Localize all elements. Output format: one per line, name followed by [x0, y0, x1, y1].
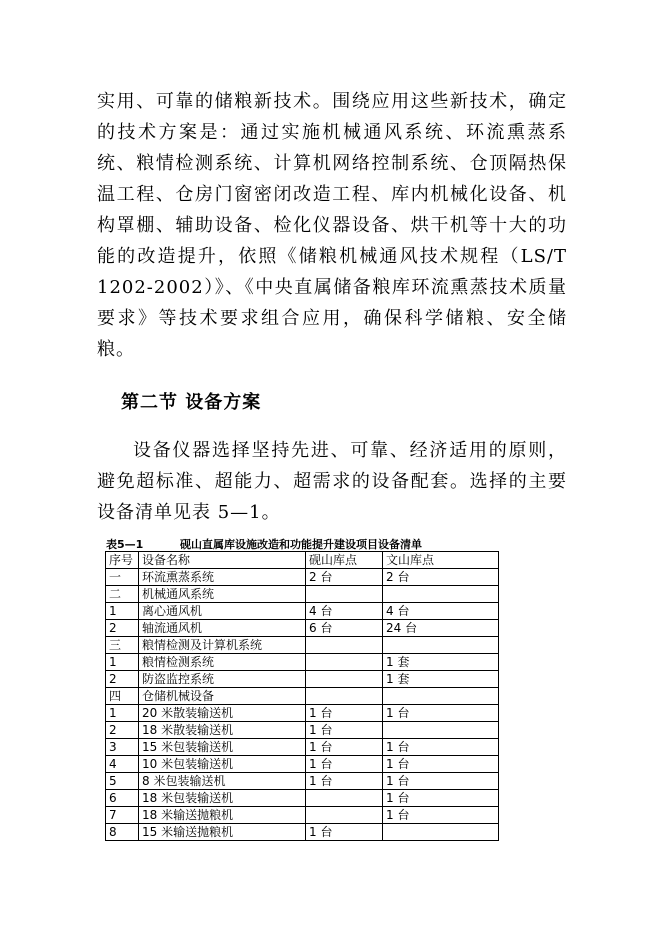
- table-row: [106, 807, 499, 824]
- table-cell-index: 6: [106, 790, 139, 807]
- table-number: 表5—1: [106, 538, 144, 551]
- table-cell-equipment-name: 粮情检测及计算机系统: [139, 637, 306, 654]
- table-cell-yanshan-qty: 4 台: [306, 603, 383, 620]
- table-cell-index: 二: [106, 586, 139, 603]
- table-cell-wenshan-qty: [383, 824, 499, 841]
- table-cell-index: 2: [106, 620, 139, 637]
- table-cell-index: 1: [106, 603, 139, 620]
- table-cell-yanshan-qty: 1 台: [306, 773, 383, 790]
- table-cell-equipment-name: 轴流通风机: [139, 620, 306, 637]
- table-title: 砚山直属库设施改造和功能提升建设项目设备清单: [180, 538, 422, 551]
- table-cell-equipment-name: 20 米散装输送机: [139, 705, 306, 722]
- table-cell-wenshan-qty: 1 套: [383, 671, 499, 688]
- table-row: [106, 671, 499, 688]
- table-cell-yanshan-qty: [306, 671, 383, 688]
- table-cell-wenshan-qty: 1 台: [383, 790, 499, 807]
- header-cell-yanshan-site: 砚山库点: [306, 552, 383, 569]
- table-cell-wenshan-qty: [383, 586, 499, 603]
- table-row: [106, 773, 499, 790]
- table-row: [106, 824, 499, 841]
- table-cell-yanshan-qty: 2 台: [306, 569, 383, 586]
- table-cell-equipment-name: 离心通风机: [139, 603, 306, 620]
- table-cell-yanshan-qty: [306, 586, 383, 603]
- table-cell-index: 四: [106, 688, 139, 705]
- table-cell-wenshan-qty: 1 台: [383, 807, 499, 824]
- table-row: [106, 569, 499, 586]
- table-cell-yanshan-qty: 6 台: [306, 620, 383, 637]
- table-cell-equipment-name: 机械通风系统: [139, 586, 306, 603]
- table-cell-equipment-name: 18 米包装输送机: [139, 790, 306, 807]
- table-cell-equipment-name: 粮情检测系统: [139, 654, 306, 671]
- table-row: [106, 603, 499, 620]
- table-cell-equipment-name: 18 米散装输送机: [139, 722, 306, 739]
- table-cell-index: 1: [106, 654, 139, 671]
- table-cell-yanshan-qty: [306, 688, 383, 705]
- table-cell-equipment-name: 仓储机械设备: [139, 688, 306, 705]
- table-row: [106, 688, 499, 705]
- table-cell-equipment-name: 环流熏蒸系统: [139, 569, 306, 586]
- table-cell-wenshan-qty: 4 台: [383, 603, 499, 620]
- table-cell-index: 7: [106, 807, 139, 824]
- table-cell-yanshan-qty: [306, 654, 383, 671]
- header-cell-index: 序号: [106, 552, 139, 569]
- body-paragraph-1: 实用、可靠的储粮新技术。围绕应用这些新技术，确定的技术方案是：通过实施机械通风系统、环流熏蒸系统、粮情检测系统、计算机网络控制系统、仓顶隔热保温工程、仓房门窗密闭改造工程、库内机械化设备、机构罩棚、辅助设备、检化仪器设备、烘干机等十大的功能的改造提升，依照《储粮机械通风技术规程（LS/T 1202-2002）》、《中央直属储备粮库环流熏蒸技术质量要求》等技术要求组合应用，确保科学储粮、安全储粮。: [97, 91, 567, 360]
- table-cell-index: 8: [106, 824, 139, 841]
- table-cell-equipment-name: 防盗监控系统: [139, 671, 306, 688]
- table-cell-wenshan-qty: 1 套: [383, 654, 499, 671]
- table-cell-yanshan-qty: 1 台: [306, 705, 383, 722]
- table-cell-wenshan-qty: [383, 688, 499, 705]
- table-row: [106, 620, 499, 637]
- table-cell-yanshan-qty: 1 台: [306, 739, 383, 756]
- table-cell-equipment-name: 15 米包装输送机: [139, 739, 306, 756]
- table-header-row: [106, 552, 499, 569]
- table-cell-equipment-name: 18 米输送抛粮机: [139, 807, 306, 824]
- table-cell-wenshan-qty: 24 台: [383, 620, 499, 637]
- table-row: [106, 654, 499, 671]
- table-cell-equipment-name: 10 米包装输送机: [139, 756, 306, 773]
- table-cell-wenshan-qty: 1 台: [383, 756, 499, 773]
- table-cell-equipment-name: 8 米包装输送机: [139, 773, 306, 790]
- table-row: [106, 705, 499, 722]
- table-cell-yanshan-qty: [306, 637, 383, 654]
- table-cell-index: 2: [106, 722, 139, 739]
- table-row: [106, 756, 499, 773]
- table-cell-index: 三: [106, 637, 139, 654]
- table-row: [106, 586, 499, 603]
- table-cell-yanshan-qty: [306, 807, 383, 824]
- table-cell-index: 一: [106, 569, 139, 586]
- table-cell-equipment-name: 15 米输送抛粮机: [139, 824, 306, 841]
- table-cell-wenshan-qty: 1 台: [383, 773, 499, 790]
- table-cell-wenshan-qty: 2 台: [383, 569, 499, 586]
- table-cell-wenshan-qty: 1 台: [383, 739, 499, 756]
- table-cell-yanshan-qty: 1 台: [306, 756, 383, 773]
- table-cell-index: 4: [106, 756, 139, 773]
- table-cell-wenshan-qty: [383, 722, 499, 739]
- table-caption: [102, 536, 500, 550]
- table-cell-index: 5: [106, 773, 139, 790]
- header-cell-equipment-name: 设备名称: [139, 552, 306, 569]
- table-row: [106, 739, 499, 756]
- table-cell-yanshan-qty: [306, 790, 383, 807]
- body-paragraph-2: 设备仪器选择坚持先进、可靠、经济适用的原则，避免超标准、超能力、超需求的设备配套。选择的主要设备清单见表 5—1。: [97, 440, 567, 523]
- table-row: [106, 722, 499, 739]
- table-cell-yanshan-qty: 1 台: [306, 722, 383, 739]
- table-cell-index: 2: [106, 671, 139, 688]
- table-cell-index: 3: [106, 739, 139, 756]
- section-heading: 第二节 设备方案: [121, 392, 262, 413]
- table-cell-yanshan-qty: 1 台: [306, 824, 383, 841]
- table-cell-wenshan-qty: 1 台: [383, 705, 499, 722]
- table-row: [106, 637, 499, 654]
- table-row: [106, 790, 499, 807]
- header-cell-wenshan-site: 文山库点: [383, 552, 499, 569]
- table-cell-index: 1: [106, 705, 139, 722]
- equipment-table: [105, 551, 499, 841]
- table-cell-wenshan-qty: [383, 637, 499, 654]
